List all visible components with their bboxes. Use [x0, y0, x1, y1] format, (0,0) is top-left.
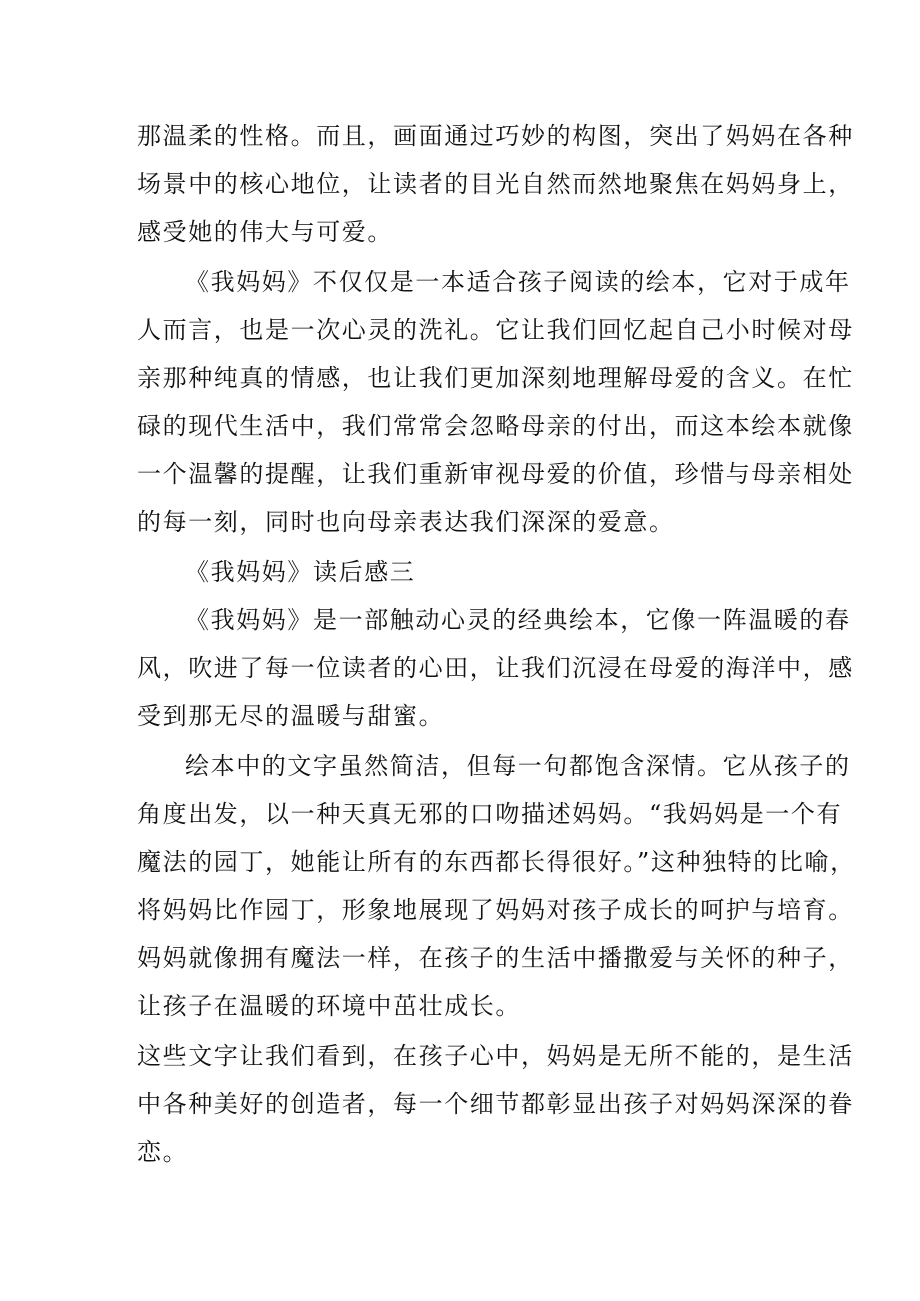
text-line: 让孩子在温暖的环境中茁壮成长。: [137, 992, 521, 1020]
text-line: 的每一刻，同时也向母亲表达我们深深的爱意。: [137, 508, 675, 536]
text-line: 那温柔的性格。而且，画面通过巧妙的构图，突出了妈妈在各种: [137, 122, 854, 150]
text-line: 亲那种纯真的情感，也让我们更加深刻地理解母爱的含义。在忙: [137, 364, 854, 392]
text-line: 人而言，也是一次心灵的洗礼。它让我们回忆起自己小时候对母: [137, 316, 854, 344]
text-line: 《我妈妈》是一部触动心灵的经典绘本，它像一阵温暖的春: [185, 606, 851, 634]
section-heading: 《我妈妈》读后感三: [185, 558, 416, 586]
text-line: 感受她的伟大与可爱。: [137, 218, 393, 246]
text-line: 受到那无尽的温暖与甜蜜。: [137, 702, 445, 730]
text-line: 《我妈妈》不仅仅是一本适合孩子阅读的绘本，它对于成年: [185, 268, 851, 296]
text-line: 将妈妈比作园丁，形象地展现了妈妈对孩子成长的呵护与培育。: [137, 896, 854, 924]
text-line: 这些文字让我们看到，在孩子心中，妈妈是无所不能的，是生活: [137, 1042, 854, 1070]
text-line: 绘本中的文字虽然简洁，但每一句都饱含深情。它从孩子的: [185, 752, 851, 780]
text-line: 碌的现代生活中，我们常常会忽略母亲的付出，而这本绘本就像: [137, 412, 854, 440]
text-line: 一个温馨的提醒，让我们重新审视母爱的价值，珍惜与母亲相处: [137, 460, 854, 488]
text-line: 场景中的核心地位，让读者的目光自然而然地聚焦在妈妈身上，: [137, 170, 854, 198]
text-line: 风，吹进了每一位读者的心田，让我们沉浸在母爱的海洋中，感: [137, 654, 854, 682]
text-line: 恋。: [137, 1138, 189, 1166]
text-line: 妈妈就像拥有魔法一样，在孩子的生活中播撒爱与关怀的种子，: [137, 944, 854, 972]
text-line: 中各种美好的创造者，每一个细节都彰显出孩子对妈妈深深的眷: [137, 1090, 854, 1118]
text-line: 角度出发，以一种天真无邪的口吻描述妈妈。“我妈妈是一个有: [137, 800, 843, 828]
text-line: 魔法的园丁，她能让所有的东西都长得很好。”这种独特的比喻，: [137, 848, 856, 876]
